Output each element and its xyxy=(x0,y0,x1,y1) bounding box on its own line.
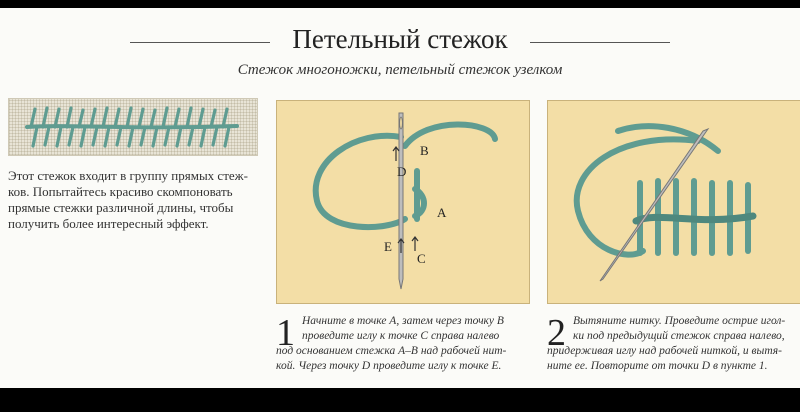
intro-line: ков. Попытайтесь красиво скомпоновать xyxy=(8,184,233,199)
step-number: 1 xyxy=(276,312,295,354)
step-2-illustration xyxy=(547,100,800,304)
step-line: ки под предыдущий стежок справа налево, xyxy=(573,330,785,342)
step-1-illustration xyxy=(276,100,530,304)
needle-and-thread-drawing-2 xyxy=(548,101,800,303)
step-line: Вытяните нитку. Проведите острие игол- xyxy=(573,315,786,327)
point-label-e: E xyxy=(384,239,392,254)
step-line: Начните в точке A, затем через точку B xyxy=(302,315,504,327)
point-label-d: D xyxy=(397,164,407,179)
step-line: проведите иглу к точке C справа налево xyxy=(302,330,500,342)
step-number: 2 xyxy=(547,312,566,354)
page-subtitle: Стежок многоножки, петельный стежок узелком xyxy=(237,62,563,78)
title-rule-right xyxy=(530,42,670,43)
point-label-c: C xyxy=(417,251,426,266)
sample-stitches-drawing xyxy=(9,99,257,155)
needle-and-thread-drawing-1 xyxy=(277,101,529,303)
step-1-text xyxy=(276,314,526,374)
step-2-text xyxy=(547,314,797,374)
title-block xyxy=(130,24,670,54)
intro-text xyxy=(8,168,256,232)
step-line: придерживая иглу над рабочей ниткой, и вытя- xyxy=(547,345,782,357)
step-line: под основанием стежка A–B над рабочей нит- xyxy=(276,345,507,357)
intro-line: получить более интересный эффект. xyxy=(8,216,209,231)
intro-line: прямые стежки различной длины, чтобы xyxy=(8,200,234,215)
step-line: ните ее. Повторите от точки D в пункте 1. xyxy=(547,360,768,372)
point-label-a: A xyxy=(437,205,447,220)
step-line: кой. Через точку D проведите иглу к точке E. xyxy=(276,360,502,372)
page-title: Петельный стежок xyxy=(292,24,508,54)
intro-line: Этот стежок входит в группу прямых стеж- xyxy=(8,168,248,183)
page xyxy=(0,8,800,388)
embroidery-sample-image xyxy=(8,98,258,156)
point-label-b: B xyxy=(420,143,429,158)
